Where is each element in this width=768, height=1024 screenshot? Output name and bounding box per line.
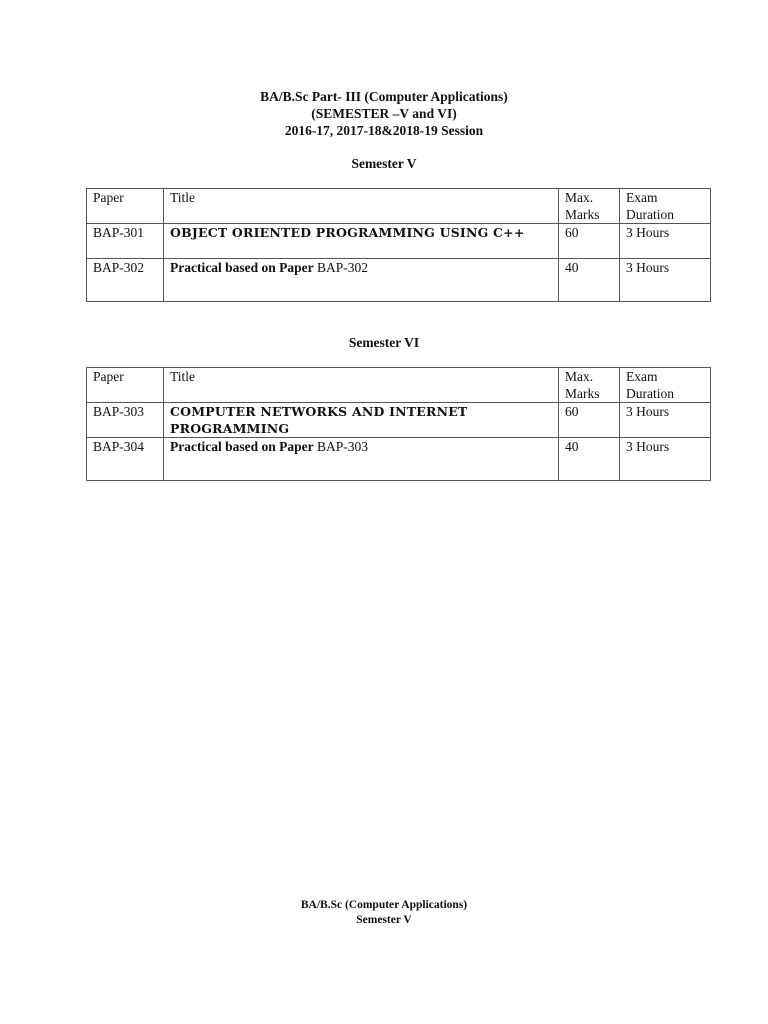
paper-title [164, 259, 559, 302]
paper-title-text: OBJECT ORIENTED PROGRAMMING USING C++ [170, 225, 525, 240]
table-row [87, 403, 711, 438]
max-marks-line-1: Max. [565, 190, 594, 205]
paper-title [164, 403, 559, 438]
paper-title [164, 224, 559, 259]
max-marks: 40 [559, 438, 620, 481]
max-marks-line-1: Max. [565, 369, 594, 384]
max-marks: 60 [559, 403, 620, 438]
table-header-row [87, 368, 711, 403]
max-marks-line-2: Marks [565, 207, 600, 222]
table-row [87, 224, 711, 259]
semester-5-table [86, 188, 711, 302]
exam-duration-line-1: Exam [626, 190, 658, 205]
header-line-2: (SEMESTER –V and VI) [311, 106, 457, 121]
max-marks: 60 [559, 224, 620, 259]
practical-paper-ref: BAP-302 [313, 260, 368, 275]
exam-duration-line-2: Duration [626, 386, 674, 401]
paper-title-line-2: PROGRAMMING [170, 421, 290, 436]
page-footer-heading [0, 898, 768, 928]
paper-title-line-1: COMPUTER NETWORKS AND INTERNET [170, 404, 468, 419]
exam-duration-line-2: Duration [626, 207, 674, 222]
practical-title-bold: Practical based on Paper [170, 260, 314, 275]
semester-6-table [86, 367, 711, 481]
exam-duration: 3 Hours [620, 224, 711, 259]
paper-code: BAP-303 [87, 403, 164, 438]
max-marks-line-2: Marks [565, 386, 600, 401]
exam-duration: 3 Hours [620, 403, 711, 438]
exam-duration-line-1: Exam [626, 369, 658, 384]
max-marks: 40 [559, 259, 620, 302]
paper-code: BAP-304 [87, 438, 164, 481]
practical-title-bold: Practical based on Paper [170, 439, 314, 454]
table-row [87, 259, 711, 302]
paper-title [164, 438, 559, 481]
exam-duration: 3 Hours [620, 438, 711, 481]
practical-paper-ref: BAP-303 [313, 439, 368, 454]
column-header-title: Title [164, 368, 559, 403]
column-header-paper: Paper [87, 189, 164, 224]
semester-6-heading: Semester VI [348, 335, 420, 350]
footer-line-2: Semester V [356, 914, 412, 926]
table-header-row [87, 189, 711, 224]
column-header-paper: Paper [87, 368, 164, 403]
header-line-3: 2016-17, 2017-18&2018-19 Session [284, 123, 484, 138]
header-line-1: BA/B.Sc Part- III (Computer Applications) [260, 89, 508, 104]
column-header-title: Title [164, 189, 559, 224]
column-header-max-marks [559, 189, 620, 224]
footer-line-1: BA/B.Sc (Computer Applications) [300, 899, 468, 911]
column-header-max-marks [559, 368, 620, 403]
semester-5-heading: Semester V [351, 156, 417, 171]
column-header-exam-duration [620, 368, 711, 403]
paper-code: BAP-302 [87, 259, 164, 302]
paper-code: BAP-301 [87, 224, 164, 259]
exam-duration: 3 Hours [620, 259, 711, 302]
column-header-exam-duration [620, 189, 711, 224]
table-row [87, 438, 711, 481]
document-header [0, 88, 768, 139]
